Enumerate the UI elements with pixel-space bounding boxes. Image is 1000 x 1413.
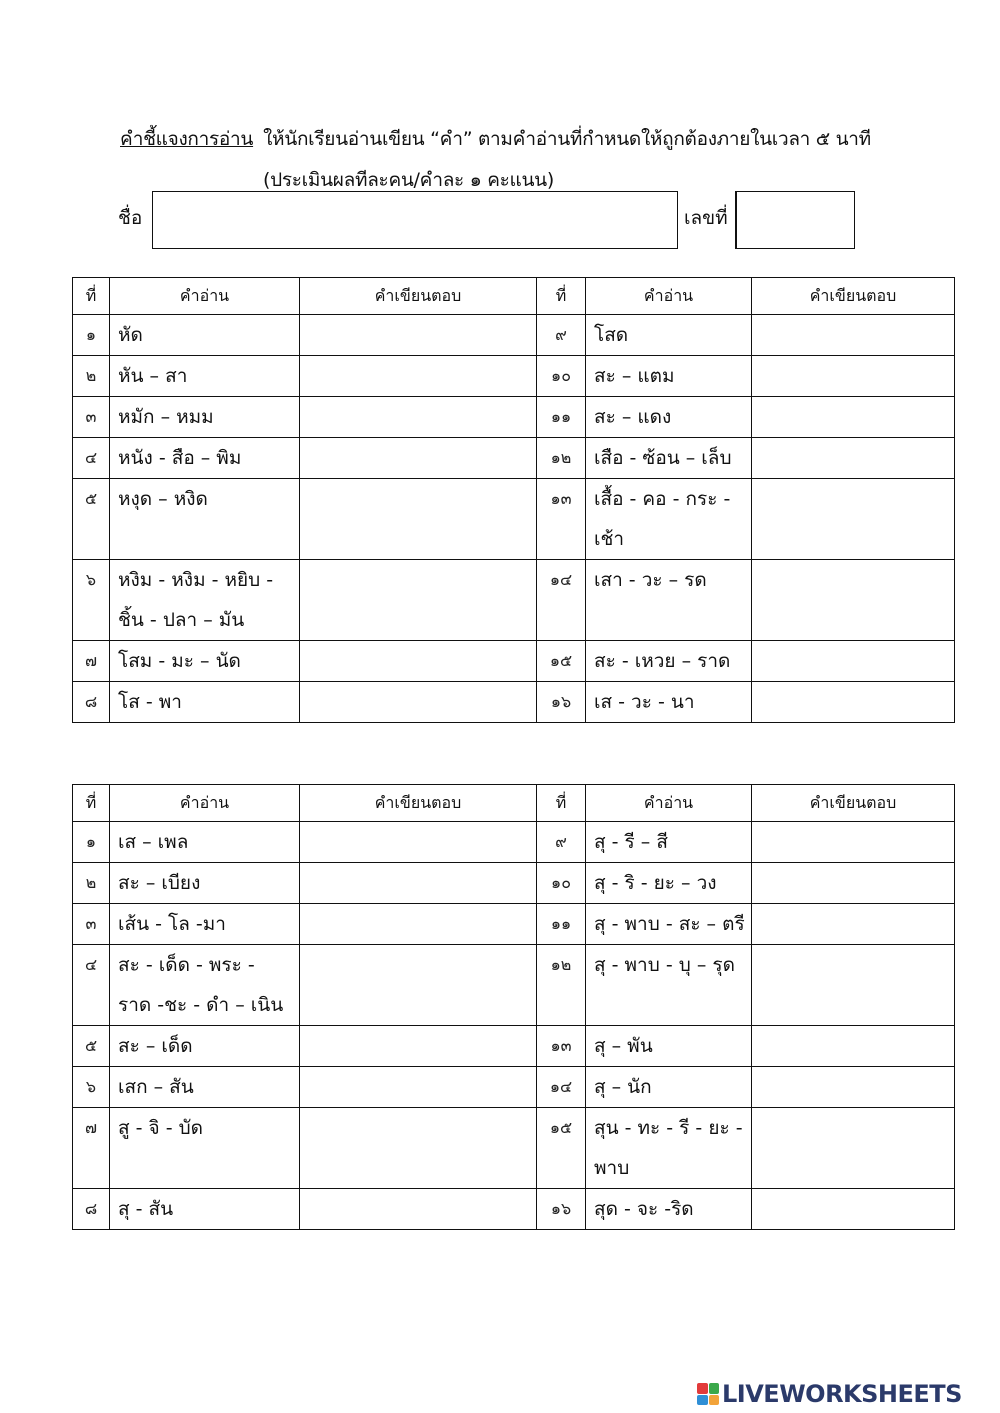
reading-word: สุ - รี – สี [586, 822, 752, 863]
answer-input[interactable] [300, 641, 536, 679]
answer-input[interactable] [300, 1026, 536, 1064]
reading-word: เสา - วะ – รด [586, 560, 752, 641]
reading-word: สุ - สัน [110, 1189, 300, 1230]
item-number: ๑๔ [537, 560, 586, 641]
answer-input[interactable] [300, 904, 536, 942]
reading-word: โส - พา [110, 682, 300, 723]
item-number: ๒ [73, 356, 110, 397]
answer-cell [300, 682, 537, 723]
answer-input[interactable] [300, 1189, 536, 1227]
answer-input[interactable] [300, 438, 536, 476]
table-row [73, 641, 955, 682]
answer-cell [300, 1026, 537, 1067]
item-number: ๑๕ [537, 1108, 586, 1189]
reading-word: สะ - เหวย – ราด [586, 641, 752, 682]
item-number: ๑๓ [537, 479, 586, 560]
item-number: ๙ [537, 822, 586, 863]
reading-word: เสก – สัน [110, 1067, 300, 1108]
reading-word: สุด - จะ -ริด [586, 1189, 752, 1230]
logo-square [697, 1383, 708, 1394]
reading-word: เส – เพล [110, 822, 300, 863]
item-number: ๑๕ [537, 641, 586, 682]
item-number: ๑๑ [537, 904, 586, 945]
header-answer: คำเขียนตอบ [300, 785, 537, 822]
answer-cell [752, 904, 955, 945]
table-row [73, 560, 955, 641]
answer-input[interactable] [300, 356, 536, 394]
table-row [73, 1026, 955, 1067]
reading-word: หัน – สา [110, 356, 300, 397]
answer-input[interactable] [752, 641, 954, 679]
answer-cell [300, 822, 537, 863]
answer-cell [752, 438, 955, 479]
reading-word: สะ – แดง [586, 397, 752, 438]
item-number: ๕ [73, 1026, 110, 1067]
table-header-row [73, 278, 955, 315]
item-number: ๑๓ [537, 1026, 586, 1067]
item-number: ๓ [73, 397, 110, 438]
item-number: ๑๒ [537, 945, 586, 1026]
table-row [73, 1108, 955, 1189]
answer-input[interactable] [752, 904, 954, 942]
answer-cell [300, 1189, 537, 1230]
table-row [73, 438, 955, 479]
answer-input[interactable] [300, 1108, 536, 1146]
instructions-text: ให้นักเรียนอ่านเขียน “คำ” ตามคำอ่านที่กำหนดให้ถูกต้องภายในเวลา ๕ นาที [263, 128, 871, 150]
answer-cell [752, 1067, 955, 1108]
student-number-field[interactable] [735, 191, 855, 249]
answer-cell [300, 945, 537, 1026]
reading-word: เส้น - โล -มา [110, 904, 300, 945]
name-label: ชื่อ [118, 207, 143, 229]
header-answer: คำเขียนตอบ [752, 278, 955, 315]
table-row [73, 356, 955, 397]
answer-input[interactable] [752, 479, 954, 517]
item-number: ๑๒ [537, 438, 586, 479]
table-row [73, 1067, 955, 1108]
answer-input[interactable] [752, 438, 954, 476]
reading-word: หมัก – หมม [110, 397, 300, 438]
answer-cell [752, 479, 955, 560]
instructions [120, 124, 871, 154]
reading-word: หงุด – หงิด [110, 479, 300, 560]
item-number: ๑๑ [537, 397, 586, 438]
table-row [73, 682, 955, 723]
reading-word: สะ – เบียง [110, 863, 300, 904]
table-row [73, 1189, 955, 1230]
reading-word: โสม - มะ – นัด [110, 641, 300, 682]
answer-cell [300, 1067, 537, 1108]
item-number: ๘ [73, 682, 110, 723]
item-number: ๖ [73, 1067, 110, 1108]
answer-cell [300, 1108, 537, 1189]
answer-input[interactable] [300, 682, 536, 720]
answer-cell [752, 315, 955, 356]
header-no: ที่ [537, 278, 586, 315]
item-number: ๗ [73, 1108, 110, 1189]
table-row [73, 863, 955, 904]
header-no: ที่ [73, 785, 110, 822]
table-row [73, 945, 955, 1026]
answer-cell [300, 438, 537, 479]
answer-input[interactable] [300, 863, 536, 901]
answer-input[interactable] [300, 315, 536, 353]
answer-input[interactable] [752, 1026, 954, 1064]
item-number: ๒ [73, 863, 110, 904]
answer-input[interactable] [752, 356, 954, 394]
answer-input[interactable] [752, 682, 954, 720]
answer-cell [752, 1108, 955, 1189]
logo-text: LIVEWORKSHEETS [722, 1380, 962, 1408]
table-row [73, 904, 955, 945]
item-number: ๑๐ [537, 863, 586, 904]
answer-input[interactable] [300, 822, 536, 860]
header-reading: คำอ่าน [110, 785, 300, 822]
answer-cell [752, 863, 955, 904]
table-row [73, 822, 955, 863]
header-answer: คำเขียนตอบ [300, 278, 537, 315]
item-number: ๑ [73, 315, 110, 356]
item-number: ๘ [73, 1189, 110, 1230]
answer-input[interactable] [752, 1189, 954, 1227]
reading-word: สะ – แตม [586, 356, 752, 397]
answer-cell [300, 641, 537, 682]
table-row [73, 397, 955, 438]
liveworksheets-logo-icon [697, 1383, 719, 1405]
answer-cell [752, 560, 955, 641]
answer-input[interactable] [752, 560, 954, 598]
reading-word: เสื้อ - คอ - กระ - เช้า [586, 479, 752, 560]
reading-word: สุ - พาบ - บุ – รุด [586, 945, 752, 1026]
item-number: ๙ [537, 315, 586, 356]
answer-cell [752, 945, 955, 1026]
answer-cell [300, 479, 537, 560]
reading-word: หงิม - หงิม - หยิบ - ชิ้น - ปลา – มัน [110, 560, 300, 641]
item-number: ๑๐ [537, 356, 586, 397]
table-row [73, 479, 955, 560]
item-number: ๔ [73, 945, 110, 1026]
student-number-label: เลขที่ [684, 207, 728, 229]
answer-cell [300, 315, 537, 356]
answer-input[interactable] [752, 1067, 954, 1105]
answer-cell [752, 682, 955, 723]
header-no: ที่ [73, 278, 110, 315]
reading-word: หนัง - สือ – พิม [110, 438, 300, 479]
reading-word: เส - วะ - นา [586, 682, 752, 723]
item-number: ๑๖ [537, 682, 586, 723]
answer-input[interactable] [752, 315, 954, 353]
answer-cell [752, 356, 955, 397]
answer-cell [300, 356, 537, 397]
name-field[interactable] [152, 191, 678, 249]
header-reading: คำอ่าน [586, 785, 752, 822]
reading-word: สุ - ริ - ยะ – วง [586, 863, 752, 904]
item-number: ๖ [73, 560, 110, 641]
header-no: ที่ [537, 785, 586, 822]
item-number: ๑๔ [537, 1067, 586, 1108]
reading-table-2 [72, 784, 955, 1230]
reading-word: หัด [110, 315, 300, 356]
reading-table-1 [72, 277, 955, 723]
liveworksheets-logo [697, 1378, 962, 1410]
reading-word: โสด [586, 315, 752, 356]
item-number: ๑๖ [537, 1189, 586, 1230]
reading-word: สู - จิ - บัด [110, 1108, 300, 1189]
item-number: ๑ [73, 822, 110, 863]
answer-input[interactable] [752, 1108, 954, 1146]
answer-cell [752, 397, 955, 438]
reading-word: เสือ - ซ้อน – เล็บ [586, 438, 752, 479]
answer-cell [300, 397, 537, 438]
reading-word: สะ - เด็ด - พระ - ราด -ชะ - ดำ – เนิน [110, 945, 300, 1026]
item-number: ๓ [73, 904, 110, 945]
instructions-heading: คำชี้แจงการอ่าน [120, 128, 254, 150]
answer-input[interactable] [752, 863, 954, 901]
answer-input[interactable] [300, 479, 536, 517]
logo-square [697, 1395, 708, 1406]
table-row [73, 315, 955, 356]
answer-input[interactable] [300, 945, 536, 983]
answer-cell [300, 560, 537, 641]
reading-word: สุ – นัก [586, 1067, 752, 1108]
item-number: ๔ [73, 438, 110, 479]
answer-cell [752, 1189, 955, 1230]
header-answer: คำเขียนตอบ [752, 785, 955, 822]
table-header-row [73, 785, 955, 822]
answer-cell [300, 863, 537, 904]
reading-word: สุ – พัน [586, 1026, 752, 1067]
item-number: ๗ [73, 641, 110, 682]
answer-cell [752, 822, 955, 863]
reading-word: สะ – เด็ด [110, 1026, 300, 1067]
scoring-note: (ประเมินผลทีละคน/คำละ ๑ คะแนน) [263, 169, 554, 191]
item-number: ๕ [73, 479, 110, 560]
answer-cell [300, 904, 537, 945]
logo-square [709, 1383, 720, 1394]
answer-input[interactable] [300, 397, 536, 435]
reading-word: สุ - พาบ - สะ – ตรี [586, 904, 752, 945]
header-reading: คำอ่าน [110, 278, 300, 315]
header-reading: คำอ่าน [586, 278, 752, 315]
answer-input[interactable] [752, 822, 954, 860]
answer-cell [752, 1026, 955, 1067]
answer-input[interactable] [300, 560, 536, 598]
logo-square [709, 1395, 720, 1406]
reading-word: สุน - ทะ - รี - ยะ - พาบ [586, 1108, 752, 1189]
answer-cell [752, 641, 955, 682]
answer-input[interactable] [752, 397, 954, 435]
answer-input[interactable] [300, 1067, 536, 1105]
answer-input[interactable] [752, 945, 954, 983]
